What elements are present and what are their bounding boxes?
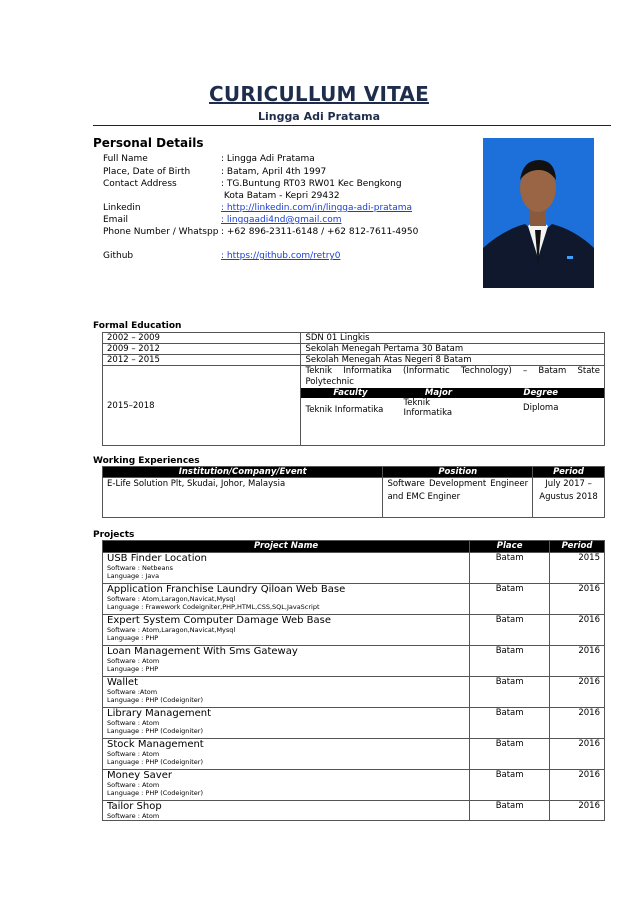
personal-value: Kota Batam - Kepri 29432 — [221, 191, 340, 201]
personal-label: Email — [103, 215, 128, 225]
project-name: Application Franchise Laundry Qiloan Web Base — [107, 584, 346, 595]
project-period: 2016 — [550, 677, 605, 708]
personal-link[interactable]: : linggaadi4nd@gmail.com — [221, 215, 342, 225]
work-row — [103, 478, 605, 518]
project-row — [103, 770, 605, 801]
project-place: Batam — [470, 708, 550, 739]
project-name: Money Saver — [107, 770, 172, 781]
project-name: Expert System Computer Damage Web Base — [107, 615, 332, 626]
education-year: 2015–2018 — [103, 366, 301, 446]
personal-label: Contact Address — [103, 179, 177, 189]
personal-label: Linkedin — [103, 203, 141, 213]
personal-row — [103, 202, 412, 214]
project-language: Language : PHP — [107, 665, 159, 673]
project-language: Language : Frawework Codeigniter,PHP,HTML,CSS,SQL,JavaScript — [107, 603, 320, 611]
education-row — [103, 333, 605, 344]
sub-faculty: Teknik Informatika — [305, 405, 384, 415]
personal-link[interactable]: : https://github.com/retry0 — [221, 251, 341, 261]
project-name-cell — [103, 770, 470, 801]
sub-header-faculty: Faculty — [301, 388, 399, 398]
project-place: Batam — [470, 615, 550, 646]
project-place: Batam — [470, 739, 550, 770]
personal-row — [103, 153, 315, 165]
project-name: Stock Management — [107, 739, 204, 750]
project-name-cell — [103, 739, 470, 770]
education-school — [301, 366, 605, 446]
personal-label: Place, Date of Birth — [103, 167, 191, 177]
project-row — [103, 801, 605, 821]
personal-label: Github — [103, 251, 134, 261]
project-software: Software : Netbeans — [107, 564, 173, 572]
project-row — [103, 677, 605, 708]
project-language: Language : PHP (Codeigniter) — [107, 789, 203, 797]
project-period: 2016 — [550, 801, 605, 821]
project-software: Software : Atom — [107, 781, 160, 789]
personal-row — [103, 190, 340, 202]
project-row — [103, 708, 605, 739]
projects-header-name: Project Name — [103, 541, 470, 553]
project-period: 2015 — [550, 553, 605, 584]
project-name-cell — [103, 646, 470, 677]
project-place: Batam — [470, 646, 550, 677]
sub-major: Teknik Informatika — [403, 398, 453, 418]
project-period: 2016 — [550, 770, 605, 801]
project-place: Batam — [470, 801, 550, 821]
education-table — [102, 332, 605, 446]
personal-value: : +62 896-2311-6148 / +62 812-7611-4950 — [221, 227, 419, 237]
personal-value: : Lingga Adi Pratama — [221, 154, 315, 164]
person-photo-icon — [483, 138, 594, 288]
cv-name: Lingga Adi Pratama — [257, 110, 381, 123]
project-place: Batam — [470, 553, 550, 584]
projects-table — [102, 540, 605, 821]
project-row — [103, 584, 605, 615]
personal-label: Full Name — [103, 154, 148, 164]
cv-title: CURICULLUM VITAE — [209, 82, 429, 106]
project-name-cell — [103, 708, 470, 739]
profile-photo — [483, 138, 594, 288]
project-language: Language : PHP (Codeigniter) — [107, 727, 203, 735]
project-period: 2016 — [550, 646, 605, 677]
education-school-name: Teknik Informatika (Informatic Technology) – Batam State Polytechnic — [305, 366, 600, 387]
education-year: 2012 – 2015 — [103, 355, 301, 366]
project-software: Software : Atom — [107, 657, 160, 665]
project-place: Batam — [470, 770, 550, 801]
personal-row — [103, 226, 418, 238]
project-period: 2016 — [550, 584, 605, 615]
project-name: Wallet — [107, 677, 139, 688]
education-row — [103, 366, 605, 446]
project-software: Software : Atom — [107, 812, 160, 820]
work-table — [102, 466, 605, 518]
project-period: 2016 — [550, 708, 605, 739]
education-school: Sekolah Menegah Pertama 30 Batam — [301, 344, 605, 355]
personal-row — [103, 178, 402, 190]
project-software: Software : Atom,Laragon,Navicat,Mysql — [107, 626, 236, 634]
projects-heading: Projects — [93, 530, 135, 540]
personal-link[interactable]: : http://linkedin.com/in/lingga-adi-pratama — [221, 203, 412, 213]
project-language: Language : PHP (Codeigniter) — [107, 758, 203, 766]
personal-row — [103, 214, 342, 226]
personal-details-heading: Personal Details — [93, 136, 204, 150]
project-software: Software : Atom — [107, 719, 160, 727]
projects-header-period: Period — [550, 541, 605, 553]
project-software: Software :Atom — [107, 688, 158, 696]
personal-label: Phone Number / Whatspp — [103, 227, 219, 237]
project-row — [103, 553, 605, 584]
title-divider — [93, 125, 611, 126]
personal-row — [103, 166, 326, 178]
project-period: 2016 — [550, 739, 605, 770]
sub-header-major: Major — [399, 388, 477, 398]
project-language: Language : Java — [107, 572, 160, 580]
work-institution: E-Life Solution Plt, Skudai, Johor, Malaysia — [103, 478, 383, 518]
project-name-cell — [103, 553, 470, 584]
work-period: July 2017 – Agustus 2018 — [533, 478, 605, 518]
work-header-position: Position — [383, 467, 533, 478]
personal-value: : TG.Buntung RT03 RW01 Kec Bengkong — [221, 179, 402, 189]
project-period: 2016 — [550, 615, 605, 646]
education-row — [103, 355, 605, 366]
project-name-cell — [103, 801, 470, 821]
degree-subtable — [301, 388, 604, 418]
education-school: SDN 01 Lingkis — [301, 333, 605, 344]
work-position: Software Development Engineer and EMC Enginer — [383, 478, 533, 518]
sub-degree: Diploma — [523, 403, 559, 413]
education-heading: Formal Education — [93, 321, 182, 331]
project-row — [103, 739, 605, 770]
project-software: Software : Atom,Laragon,Navicat,Mysql — [107, 595, 236, 603]
project-name: USB Finder Location — [107, 553, 207, 564]
project-name: Tailor Shop — [107, 801, 162, 812]
education-year: 2002 – 2009 — [103, 333, 301, 344]
project-language: Language : PHP (Codeigniter) — [107, 696, 203, 704]
work-header-period: Period — [533, 467, 605, 478]
personal-value: : Batam, April 4th 1997 — [221, 167, 327, 177]
education-year: 2009 – 2012 — [103, 344, 301, 355]
education-row — [103, 344, 605, 355]
project-name-cell — [103, 615, 470, 646]
sub-header-degree: Degree — [477, 388, 604, 398]
project-name: Library Management — [107, 708, 212, 719]
personal-row — [103, 250, 340, 262]
work-heading: Working Experiences — [93, 456, 200, 466]
project-software: Software : Atom — [107, 750, 160, 758]
work-header-institution: Institution/Company/Event — [103, 467, 383, 478]
project-row — [103, 615, 605, 646]
project-place: Batam — [470, 677, 550, 708]
education-school: Sekolah Menegah Atas Negeri 8 Batam — [301, 355, 605, 366]
project-place: Batam — [470, 584, 550, 615]
project-name: Loan Management With Sms Gateway — [107, 646, 298, 657]
project-row — [103, 646, 605, 677]
project-name-cell — [103, 677, 470, 708]
project-name-cell — [103, 584, 470, 615]
project-language: Language : PHP — [107, 634, 159, 642]
projects-header-place: Place — [470, 541, 550, 553]
